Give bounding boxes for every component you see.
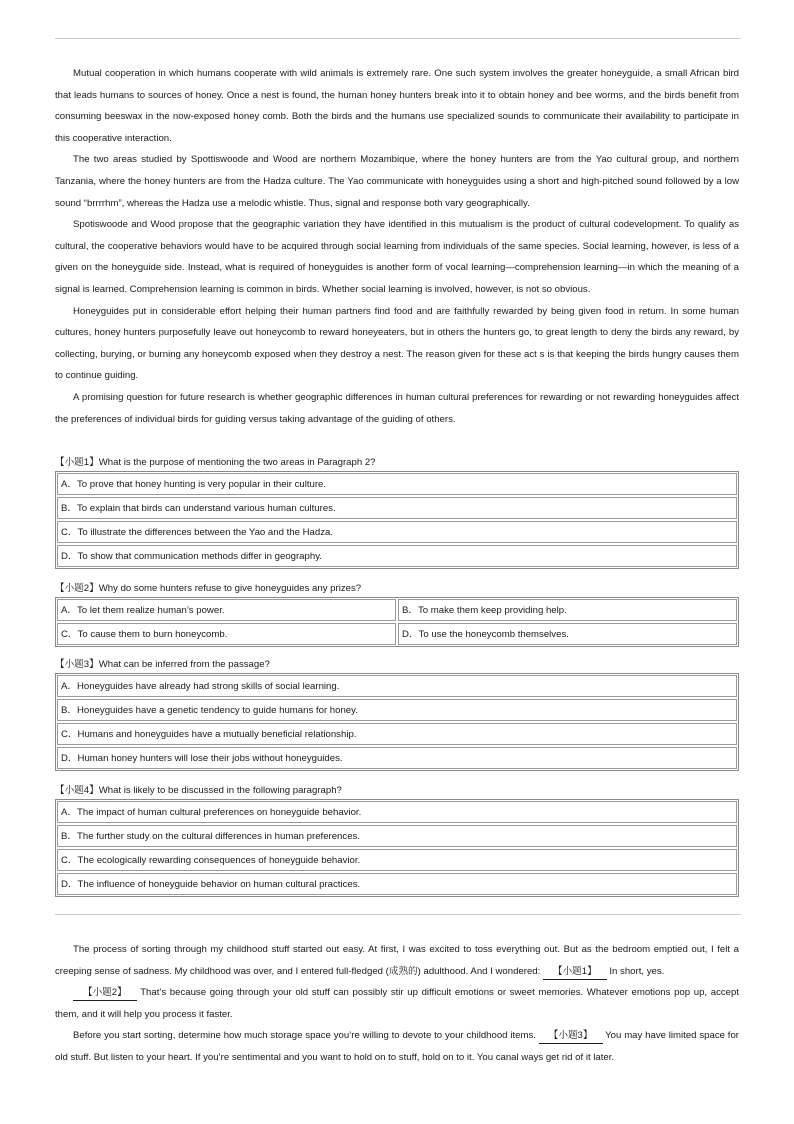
question-2-option-row xyxy=(57,599,737,621)
passage-1-paragraph: The two areas studied by Spottiswoode and Wood are northern Mozambique, where the honey hunters are from the Yao cultural group, and northern Tanzania, where the honey hunters are from the Hadza culture. The Yao communicate with honeyguides using a short and high-pitched sound followed by a low sound “brrrrhm”, whereas the Hadza use a melodic whistle. Thus, signal and response both vary geographically. xyxy=(55,154,739,209)
question-4-stem: 【小题4】What is likely to be discussed in the following paragraph? xyxy=(55,785,342,796)
question-2-option-row xyxy=(57,623,737,645)
passage-2-paragraph xyxy=(55,982,739,1025)
question-4-option-a[interactable]: A．The impact of human cultural preferences on honeyguide behavior. xyxy=(57,801,737,823)
passage-1 xyxy=(55,63,739,430)
question-3-options xyxy=(55,673,739,771)
blank-3[interactable]: 【小题3】 xyxy=(539,1029,603,1044)
question-3-option-d[interactable]: D．Human honey hunters will lose their jobs without honeyguides. xyxy=(57,747,737,769)
question-1-stem: 【小题1】What is the purpose of mentioning the two areas in Paragraph 2? xyxy=(55,457,376,468)
passage-1-paragraph: A promising question for future research is whether geographic differences in human cultural preferences for rewarding or not rewarding honeyguides affect the preferences of individual birds for guiding versus taking advantage of the guiding of others. xyxy=(55,391,739,425)
question-1-option-d[interactable]: D．To show that communication methods differ in geography. xyxy=(57,545,737,567)
question-2-option-b[interactable]: B．To make them keep providing help. xyxy=(398,599,737,621)
question-3-option-c[interactable]: C．Humans and honeyguides have a mutually beneficial relationship. xyxy=(57,723,737,745)
passage-1-paragraph: Spotiswoode and Wood propose that the geographic variation they have identified in this mutualism is the product of cultural codevelopment. To qualify as cultural, the cooperative behaviors would have to be acquired through social learning from individuals of the same species. Social learning, however, is less of a given on the honeyguide side. Instead, what is required of honeyguides is another form of vocal learning—comprehension learning—in which the meaning of a signal is learned. Comprehension learning is common in birds. Whether social learning is involved, however, is not so obvious. xyxy=(55,219,739,295)
question-3-option-b[interactable]: B．Honeyguides have a genetic tendency to guide humans for honey. xyxy=(57,699,737,721)
question-1-options xyxy=(55,471,739,569)
top-divider xyxy=(55,38,741,39)
question-2-option-a[interactable]: A．To let them realize human’s power. xyxy=(57,599,396,621)
question-3-option-a[interactable]: A．Honeyguides have already had strong skills of social learning. xyxy=(57,675,737,697)
question-4-option-b[interactable]: B．The further study on the cultural differences in human preferences. xyxy=(57,825,737,847)
blank-1[interactable]: 【小题1】 xyxy=(543,965,607,980)
passage-1-paragraph: Mutual cooperation in which humans cooperate with wild animals is extremely rare. One such system involves the greater honeyguide, a small African bird that leads humans to sources of honey. Once a nest is found, the human honey hunters break into it to obtain honey and bee worms, and the birds benefit from consuming beeswax in the now-exposed honey comb. Both the birds and the humans use specialized sounds to communicate their availability to participate in this cooperative interaction. xyxy=(55,68,739,144)
question-2-options xyxy=(55,597,739,647)
passage-2-text: That’s because going through your old stuff can possibly stir up difficult emotions or sweet memories. Whatever emotions pop up, accept them, and it will help you process it faster. xyxy=(55,987,739,1020)
passage-2 xyxy=(55,939,739,1069)
blank-2[interactable]: 【小题2】 xyxy=(73,986,137,1001)
question-4-option-c[interactable]: C．The ecologically rewarding consequences of honeyguide behavior. xyxy=(57,849,737,871)
passage-2-paragraph xyxy=(55,1025,739,1068)
passage-2-text: Before you start sorting, determine how much storage space you’re willing to devote to your childhood items. xyxy=(73,1030,539,1042)
passage-1-paragraph: Honeyguides put in considerable effort helping their human partners find food and are faithfully rewarded by being given food in return. In some human cultures, honey hunters purposefully leave out honeycomb to reward honeyeaters, but in others the hunters go, to great length to deny the birds any reward, by collecting, burying, or burning any honeycomb exposed when they destroy a nest. The reason given for these act s is that keeping the birds hungry causes them to continue guiding. xyxy=(55,305,739,382)
question-2-option-c[interactable]: C．To cause them to burn honeycomb. xyxy=(57,623,396,645)
question-1-option-a[interactable]: A．To prove that honey hunting is very popular in their culture. xyxy=(57,473,737,495)
question-4-options xyxy=(55,799,739,897)
question-2-option-d[interactable]: D．To use the honeycomb themselves. xyxy=(398,623,737,645)
question-1-option-b[interactable]: B．To explain that birds can understand various human cultures. xyxy=(57,497,737,519)
section-divider xyxy=(55,914,741,915)
passage-2-text: You may have limited space for old stuff. But listen to your heart. If you’re sentimental and you want to hold on to stuff, hold on to it. You canal ways get rid of it later. xyxy=(55,1030,739,1063)
question-4-option-d[interactable]: D．The influence of honeyguide behavior on human cultural practices. xyxy=(57,873,737,895)
passage-2-text: In short, yes. xyxy=(606,965,665,977)
passage-2-text: The process of sorting through my childhood stuff started out easy. At first, I was excited to toss everything out. But as the bedroom emptied out, I felt a creeping sense of sadness. My childhood was over, and I entered full-fledged (成熟的) adulthood. And I wondered: xyxy=(55,944,739,977)
question-1-option-c[interactable]: C．To illustrate the differences between the Yao and the Hadza. xyxy=(57,521,737,543)
passage-2-paragraph xyxy=(55,939,739,982)
question-3-stem: 【小题3】What can be inferred from the passage? xyxy=(55,659,270,670)
question-2-stem: 【小题2】Why do some hunters refuse to give honeyguides any prizes? xyxy=(55,583,362,594)
